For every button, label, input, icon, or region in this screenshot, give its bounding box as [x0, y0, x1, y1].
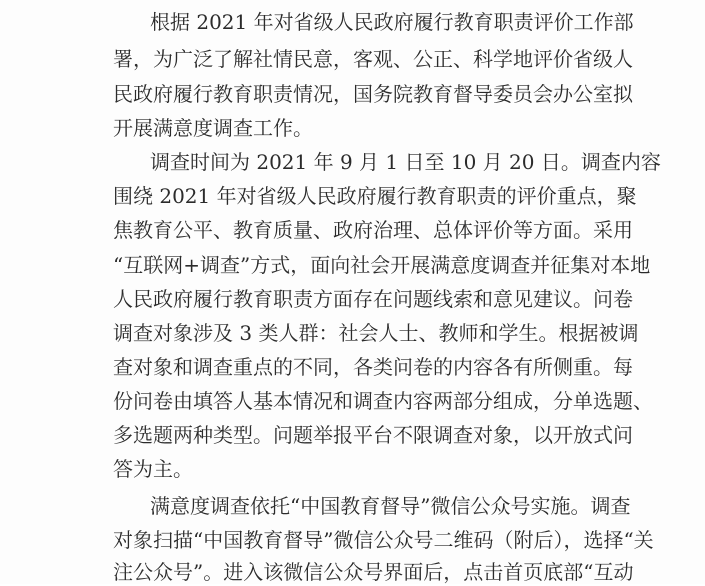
text-line: 民政府履行教育职责情况，国务院教育督导委员会办公室拟	[113, 82, 633, 106]
text-line: “互联网+调查”方式，面向社会开展满意度调查并征集对本地	[113, 253, 651, 277]
text-line: 答为主。	[113, 457, 193, 481]
text-line: 调查对象涉及 3 类人群：社会人士、教师和学生。根据被调	[113, 321, 639, 345]
text-line: 查对象和调查重点的不同，各类问卷的内容各有所侧重。每	[113, 355, 633, 379]
text-line: 根据 2021 年对省级人民政府履行教育职责评价工作部	[150, 10, 634, 34]
text-line: 署，为广泛了解社情民意，客观、公正、科学地评价省级人	[113, 47, 633, 71]
text-line: 开展满意度调查工作。	[113, 116, 313, 140]
text-line: 多选题两种类型。问题举报平台不限调查对象，以开放式问	[113, 423, 633, 447]
text-line: 份问卷由填答人基本情况和调查内容两部分组成，分单选题、	[113, 389, 653, 413]
text-line: 对象扫描“中国教育督导”微信公众号二维码（附后），选择“关	[113, 528, 654, 552]
text-line: 注公众号”。进入该微信公众号界面后，点击首页底部“互动	[113, 560, 634, 584]
text-line: 调查时间为 2021 年 9 月 1 日至 10 月 20 日。调查内容	[150, 150, 661, 174]
text-line: 围绕 2021 年对省级人民政府履行教育职责的评价重点，聚	[113, 184, 637, 208]
text-line: 满意度调查依托“中国教育督导”微信公众号实施。调查	[150, 494, 631, 518]
text-line: 焦教育公平、教育质量、政府治理、总体评价等方面。采用	[113, 218, 633, 242]
text-line: 人民政府履行教育职责方面存在问题线索和意见建议。问卷	[113, 287, 633, 311]
